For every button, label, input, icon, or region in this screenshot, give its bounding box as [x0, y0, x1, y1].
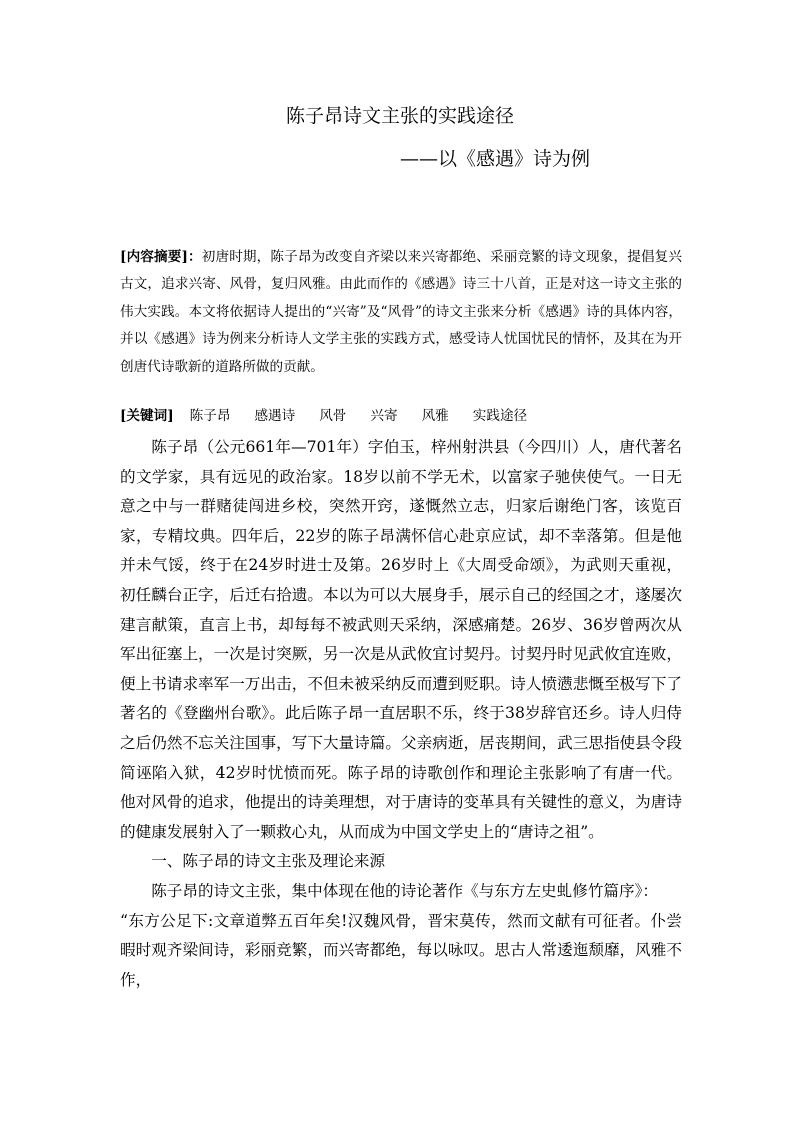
keywords [120, 404, 527, 428]
abstract [120, 244, 682, 381]
page-title: 陈子昂诗文主张的实践途径 [285, 105, 514, 127]
keyword: 兴寄 [370, 408, 398, 424]
keyword: 风骨 [319, 408, 347, 424]
abstract-text: 初唐时期，陈子昂为改变自齐梁以来兴寄都绝、采丽竞繁的诗文现象，提倡复兴古文，追求兴寄、风骨，复归风雅。由此而作的《感遇》诗三十八首，正是对这一诗文主张的伟大实践。本文将依据诗人提出的“兴寄”及“风骨”的诗文主张来分析《感遇》诗的具体内容，并以《感遇》诗为例来分析诗人文学主张的实践方式，感受诗人忧国忧民的情怀，及其在为开创唐代诗歌新的道路所做的贡献。 [120, 249, 682, 375]
abstract-label: [内容摘要]： [120, 249, 202, 265]
keyword: 陈子昂 [189, 408, 231, 424]
page-subtitle: ——以《感遇》诗为例 [400, 148, 591, 170]
body-paragraph: 陈子昂（公元661年—701年）字伯玉，梓州射洪县（今四川）人，唐代著名的文学家，具有远见的政治家。18岁以前不学无术，以富家子驰侠使气。一日无意之中与一群赌徒闯进乡校，突然开窍，遂慨然立志，归家后谢绝门客，该览百家，专精坟典。四年后，22岁的陈子昂满怀信心赴京应试，却不幸落第。但是他并未气馁，终于在24岁时进士及第。26岁时上《大周受命颂》，为武则天重视，初任麟台正字，后迁右拾遗。本以为可以大展身手，展示自己的经国之才，遂屡次建言献策，直言上书，却每每不被武则天采纳，深感痛楚。26岁、36岁曾两次从军出征塞上，一次是讨突厥，另一次是从武攸宜讨契丹。讨契丹时见武攸宜连败，便上书请求率军一万出击，不但未被采纳反而遭到贬职。诗人愤懑悲慨至极写下了著名的《登幽州台歌》。此后陈子昂一直居职不乐，终于38岁辞官还乡。诗人归侍之后仍然不忘关注国事，写下大量诗篇。父亲病逝，居丧期间，武三思指使县令段简诬陷入狱，42岁时忧愤而死。陈子昂的诗歌创作和理论主张影响了有唐一代。他对风骨的追求，他提出的诗美理想，对于唐诗的变革具有关键性的意义，为唐诗的健康发展射入了一颗救心丸，从而成为中国文学史上的“唐诗之祖”。 [120, 438, 682, 841]
body-paragraph: 陈子昂的诗文主张，集中体现在他的诗论著作《与东方左史虬修竹篇序》： [151, 881, 658, 900]
quote-paragraph: “东方公足下:文章道弊五百年矣!汉魏风骨，晋宋莫传，然而文献有可征者。仆尝暇时观齐梁间诗，彩丽竞繁，而兴寄都绝，每以咏叹。思古人常逶迤颓靡，风雅不作， [120, 911, 682, 989]
keyword: 感遇诗 [254, 408, 296, 424]
keywords-label: [关键词] [120, 408, 174, 424]
keyword: 风雅 [421, 408, 449, 424]
keyword: 实践途径 [472, 408, 528, 424]
section-heading: 一、陈子昂的诗文主张及理论来源 [151, 852, 386, 871]
body-text [120, 433, 682, 995]
